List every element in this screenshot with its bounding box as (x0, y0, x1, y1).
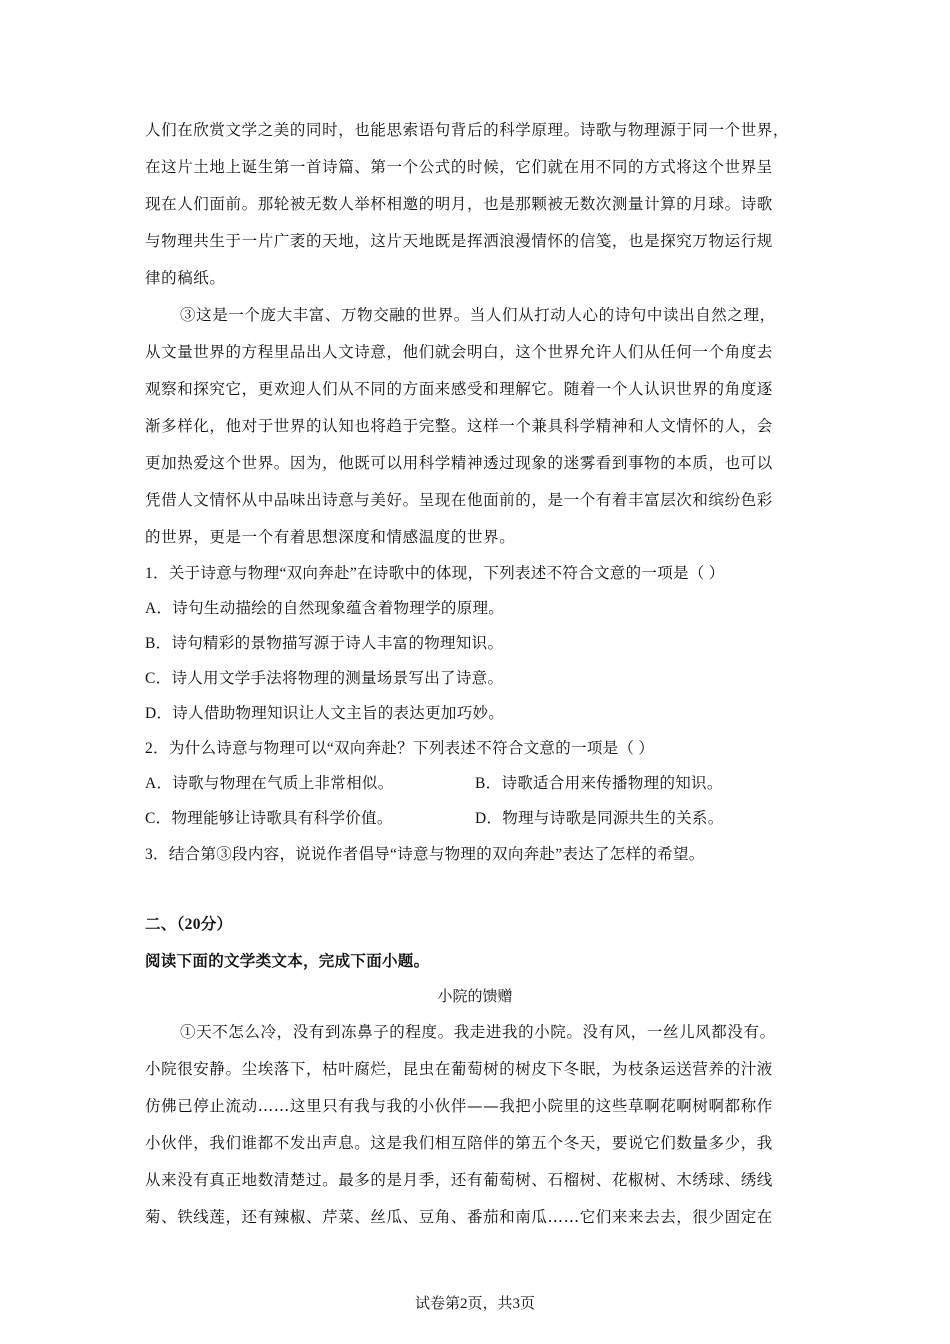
question-1-option-d[interactable]: D．诗人借助物理知识让人文主旨的表达更加巧妙。 (145, 705, 505, 722)
passage-line: 人们在欣赏文学之美的同时，也能思索语句背后的科学原理。诗歌与物理源于同一个世界， (145, 121, 790, 139)
passage-line: 现在人们面前。那轮被无数人举杯相邀的明月，也是那颗被无数次测量计算的月球。诗歌 (145, 195, 773, 213)
question-2-option-c[interactable]: C．物理能够让诗歌具有科学价值。 (145, 810, 393, 827)
question-1-option-c[interactable]: C．诗人用文学手法将物理的测量场景写出了诗意。 (145, 670, 504, 687)
passage-line: ③这是一个庞大丰富、万物交融的世界。当人们从打动人心的诗句中读出自然之理， (180, 306, 776, 324)
section-heading: 二、（20分） (145, 916, 233, 933)
section-instruction: 阅读下面的文学类文本，完成下面小题。 (145, 953, 430, 970)
passage-line: 与物理共生于一片广袤的天地，这片天地既是挥洒浪漫情怀的信笺，也是探究万物运行规 (145, 232, 773, 250)
passage-line: 的世界，更是一个有着思想深度和情感温度的世界。 (145, 528, 516, 546)
passage-line: 更加热爱这个世界。因为，他既可以用科学精神透过现象的迷雾看到事物的本质，也可以 (145, 454, 773, 472)
question-2-option-b[interactable]: B．诗歌适合用来传播物理的知识。 (475, 775, 723, 792)
passage-line: 仿佛已停止流动……这里只有我与我的小伙伴——我把小院里的这些草啊花啊树啊都称作 (145, 1097, 773, 1115)
question-2-stem: 2．为什么诗意与物理可以“双向奔赴？下列表述不符合文意的一项是（ ） (145, 740, 655, 757)
question-2-option-d[interactable]: D．物理与诗歌是同源共生的关系。 (475, 810, 724, 827)
page-number-footer: 试卷第2页，共3页 (414, 1296, 535, 1312)
question-1-option-b[interactable]: B．诗句精彩的景物描写源于诗人丰富的物理知识。 (145, 635, 504, 652)
passage-line: 渐多样化，他对于世界的认知也将趋于完整。这样一个兼具科学精神和人文情怀的人，会 (145, 417, 773, 435)
passage-line: 律的稿纸。 (145, 269, 226, 287)
question-1-option-a[interactable]: A．诗句生动描绘的自然现象蕴含着物理学的原理。 (145, 600, 505, 617)
question-3-stem: 3．结合第③段内容，说说作者倡导“诗意与物理的双向奔赴”表达了怎样的希望。 (145, 846, 705, 863)
passage-line: 菊、铁线莲，还有辣椒、芹菜、丝瓜、豆角、番茄和南瓜……它们来来去去，很少固定在 (145, 1208, 773, 1226)
passage-line: 观察和探究它，更欢迎人们从不同的方面来感受和理解它。随着一个人认识世界的角度逐 (145, 380, 773, 398)
passage-line: ①天不怎么冷，没有到冻鼻子的程度。我走进我的小院。没有风，一丝儿风都没有。 (180, 1023, 776, 1041)
text-title: 小院的馈赠 (437, 987, 513, 1005)
passage-line: 小院很安静。尘埃落下，枯叶腐烂，昆虫在葡萄树的树皮下冬眠，为枝条运送营养的汁液 (145, 1060, 773, 1078)
passage-line: 从文量世界的方程里品出人文诗意，他们就会明白，这个世界允许人们从任何一个角度去 (145, 343, 773, 361)
question-2-option-a[interactable]: A．诗歌与物理在气质上非常相似。 (145, 775, 394, 792)
passage-line: 从来没有真正地数清楚过。最多的是月季，还有葡萄树、石榴树、花椒树、木绣球、绣线 (145, 1171, 773, 1189)
question-1-stem: 1．关于诗意与物理“双向奔赴”在诗歌中的体现，下列表述不符合文意的一项是（ ） (145, 565, 725, 582)
passage-line: 小伙伴，我们谁都不发出声息。这是我们相互陪伴的第五个冬天，要说它们数量多少，我 (145, 1134, 773, 1152)
passage-line: 在这片土地上诞生第一首诗篇、第一个公式的时候，它们就在用不同的方式将这个世界呈 (145, 158, 773, 176)
passage-line: 凭借人文情怀从中品味出诗意与美好。呈现在他面前的，是一个有着丰富层次和缤纷色彩 (145, 491, 773, 509)
